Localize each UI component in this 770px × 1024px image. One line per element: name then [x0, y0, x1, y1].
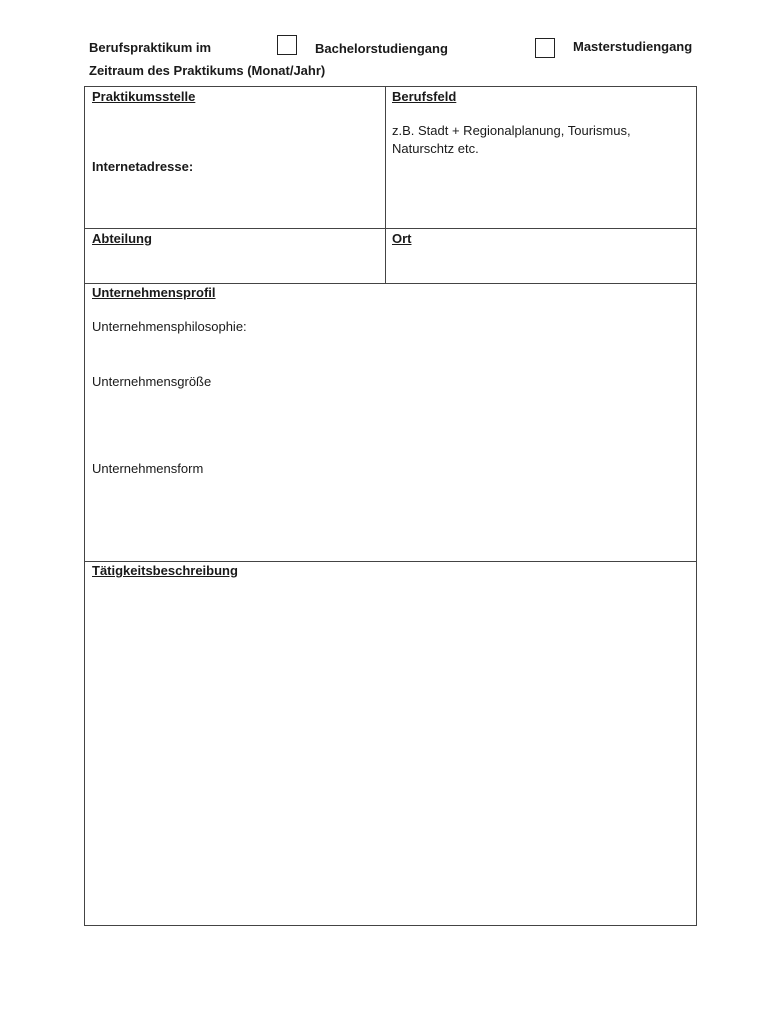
table-border-right	[696, 86, 697, 925]
master-checkbox[interactable]	[535, 38, 555, 58]
berufsfeld-heading: Berufsfeld	[392, 89, 457, 104]
ort-heading: Ort	[392, 231, 412, 246]
abteilung-field[interactable]	[89, 249, 379, 279]
internetadresse-label: Internetadresse:	[92, 159, 194, 174]
taetigkeitsbeschreibung-heading: Tätigkeitsbeschreibung	[92, 563, 238, 578]
unternehmensform-label: Unternehmensform	[92, 461, 204, 476]
bachelor-checkbox[interactable]	[277, 35, 297, 55]
internetadresse-field[interactable]	[89, 179, 379, 223]
taetigkeitsbeschreibung-field[interactable]	[89, 584, 689, 918]
unternehmensgroesse-field[interactable]	[89, 394, 689, 458]
berufsfeld-hint-line2: Naturschtz etc.	[392, 141, 479, 156]
unternehmensform-field[interactable]	[89, 480, 689, 556]
abteilung-heading: Abteilung	[92, 231, 152, 246]
praktikumsstelle-cell	[85, 87, 385, 228]
berufsfeld-cell	[386, 87, 696, 228]
unternehmensprofil-cell	[85, 284, 696, 561]
unternehmensgroesse-label: Unternehmensgröße	[92, 374, 212, 389]
ort-cell	[386, 229, 696, 283]
unternehmensphilosophie-label: Unternehmensphilosophie:	[92, 319, 247, 334]
zeitraum-label: Zeitraum des Praktikums (Monat/Jahr)	[89, 63, 326, 78]
master-label: Masterstudiengang	[573, 39, 693, 54]
berufsfeld-hint-line1: z.B. Stadt + Regionalplanung, Tourismus,	[392, 123, 631, 138]
praktikumsstelle-heading: Praktikumsstelle	[92, 89, 196, 104]
taetigkeitsbeschreibung-cell	[85, 562, 696, 925]
abteilung-cell	[85, 229, 385, 283]
praktikumsstelle-field[interactable]	[89, 107, 379, 151]
table-border-bottom	[84, 925, 697, 926]
bachelor-label: Bachelorstudiengang	[315, 41, 448, 56]
unternehmensphilosophie-field[interactable]	[89, 338, 689, 374]
ort-field[interactable]	[390, 249, 690, 279]
unternehmensprofil-heading: Unternehmensprofil	[92, 285, 216, 300]
berufsfeld-field[interactable]	[390, 161, 690, 223]
praktikum-label: Berufspraktikum im	[89, 40, 212, 55]
